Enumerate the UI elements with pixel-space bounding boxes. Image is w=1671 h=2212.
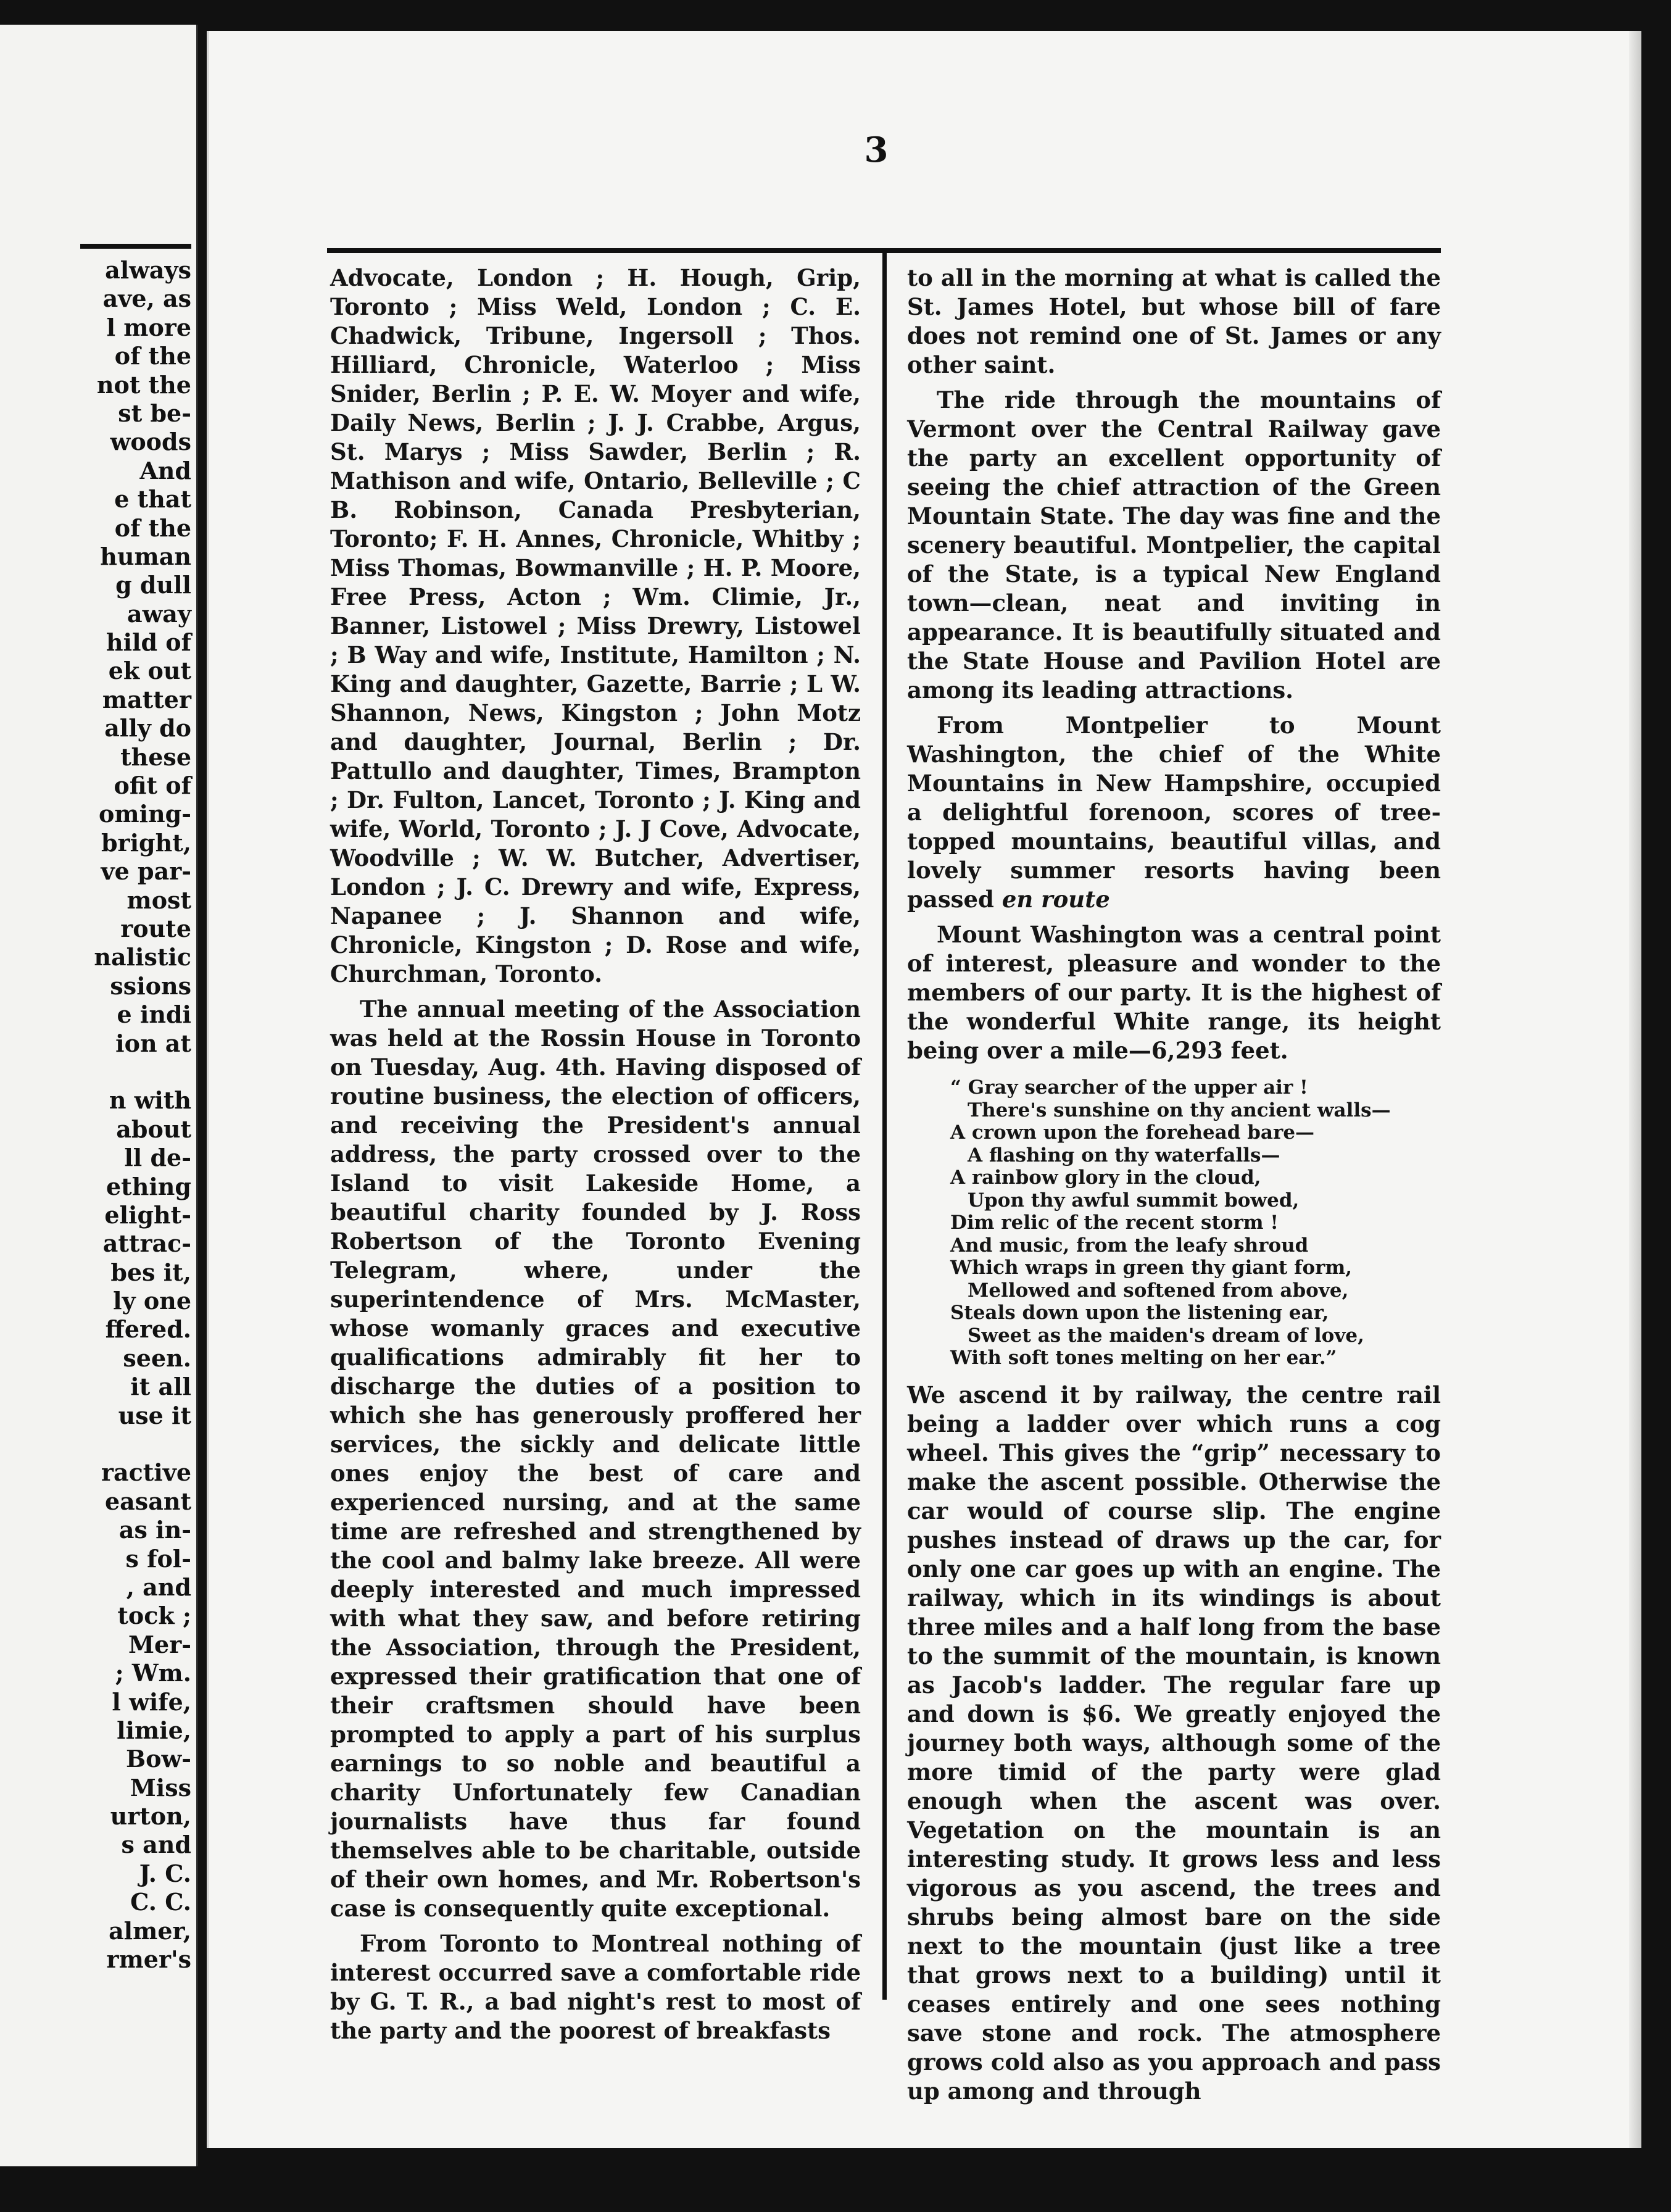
facing-page-line: attrac- bbox=[102, 1229, 191, 1258]
poem-line: Sweet as the maiden's dream of love, bbox=[968, 1324, 1364, 1347]
railway-paragraph: We ascend it by railway, the centre rail being a ladder over which runs a cog wheel. This gives the “grip” necessary to make the ascent possible. Otherwise the car would of course slip. The engine pushes instead of draws up the car, for only one car goes up with an engine. The railway, which in its windings is about three miles and a half long from the base to the summit of the mountain, is known as Jacob's ladder. The regular fare up and down is $6. We greatly enjoyed the journey both ways, although some of the more timid of the party were glad enough when the ascent was over. Vegetation on the mountain is an interesting study. It grows less and less vigorous as you ascend, the trees and shrubs being almost bare on the side next to the mountain (just like a tree that grows next to a building) until it ceases entirely and one sees nothing save stone and rock. The atmosphere grows cold also as you approach and pass up among and through bbox=[907, 1381, 1441, 2105]
facing-page-line: matter bbox=[102, 685, 191, 713]
facing-page-line: e indi bbox=[117, 1000, 191, 1029]
poem-line: Which wraps in green thy giant form, bbox=[950, 1257, 1353, 1279]
facing-page-line: hild of bbox=[106, 628, 191, 657]
facing-page-line: of the bbox=[114, 514, 191, 542]
montpelier-paragraph bbox=[907, 711, 1441, 914]
facing-page-line: of the bbox=[114, 342, 191, 370]
facing-page-line: about bbox=[116, 1115, 191, 1143]
en-route-text: en route bbox=[1001, 886, 1110, 913]
facing-page-line: use it bbox=[118, 1401, 191, 1429]
facing-page-line: bright, bbox=[101, 828, 191, 857]
facing-page-line: bes it, bbox=[110, 1258, 191, 1286]
poem-line: A flashing on thy waterfalls— bbox=[968, 1144, 1280, 1166]
facing-page-line: these bbox=[120, 742, 191, 771]
facing-page-line: s and bbox=[121, 1831, 191, 1859]
facing-page-line: nalistic bbox=[94, 943, 191, 971]
poem bbox=[950, 1076, 1441, 1370]
poem-line: A crown upon the forehead bare— bbox=[950, 1121, 1315, 1144]
column-divider bbox=[882, 253, 887, 2000]
facing-page-line: g dull bbox=[115, 571, 191, 599]
annual-meeting-paragraph: The annual meeting of the Association was held at the Rossin House in Toronto on Tuesday, Aug. 4th. Having disposed of routine business, the election of officers, and receiving the President's annual address, the party crossed over to the Island to visit Lakeside Home, a beautiful charity founded by J. Ross Robertson of the Toronto Evening Telegram, where, under the superintendence of Mrs. McMaster, whose womanly graces and executive qualifications admirably fit her to discharge the duties of a position to which she has generously proffered her services, the sickly and delicate little ones enjoy the best of care and experienced nursing, and at the same time are refreshed and strengthened by the cool and balmy lake breeze. All were deeply interested and much impressed with what they saw, and before retiring the Association, through the President, expressed their gratification that one of their craftsmen should have been prompted to apply a part of his surplus earnings to so noble and beautiful a charity Unfortunately few Canadian journalists have thus far found themselves able to be charitable, outside of their own homes, and Mr. Robertson's case is consequently quite exceptional. bbox=[330, 996, 861, 1922]
facing-page-line: ion at bbox=[115, 1029, 191, 1057]
facing-page-line: s fol- bbox=[125, 1544, 191, 1573]
poem-line: “ Gray searcher of the upper air ! bbox=[950, 1076, 1308, 1099]
facing-page-line: route bbox=[120, 914, 191, 942]
poem-line: With soft tones melting on her ear.” bbox=[950, 1347, 1337, 1369]
facing-page-text bbox=[6, 256, 191, 1974]
page-number: 3 bbox=[864, 130, 889, 170]
facing-page-line: most bbox=[126, 886, 191, 914]
facing-page-line: n with bbox=[109, 1086, 191, 1115]
facing-page-line: it all bbox=[130, 1373, 191, 1401]
facing-page-line: ething bbox=[106, 1172, 191, 1200]
facing-page-line: not the bbox=[96, 370, 191, 399]
toronto-montreal-paragraph: From Toronto to Montreal nothing of interest occurred save a comfortable ride by G. T. R., a bad night's rest to most of the party and the poorest of breakfasts bbox=[330, 1930, 861, 2044]
poem-line: Mellowed and softened from above, bbox=[968, 1279, 1349, 1302]
facing-page-line: ofit of bbox=[114, 771, 191, 800]
facing-page-line: rmer's bbox=[106, 1945, 191, 1974]
facing-page-line bbox=[6, 1430, 191, 1458]
poem-line: There's sunshine on thy ancient walls— bbox=[968, 1099, 1391, 1121]
facing-page-line: oming- bbox=[99, 800, 191, 828]
facing-page-line: limie, bbox=[117, 1716, 191, 1744]
header-rule bbox=[327, 248, 1441, 253]
attendee-list-paragraph: Advocate, London ; H. Hough, Grip, Toronto ; Miss Weld, London ; C. E. Chadwick, Tribune, Ingersoll ; Thos. Hilliard, Chronicle, Waterloo ; Miss Snider, Berlin ; P. E. W. Moyer and wife, Daily News, Berlin ; J. J. Crabbe, Argus, St. Marys ; Miss Sawder, Berlin ; R. Mathison and wife, Ontario, Belleville ; C B. Robinson, Canada Presbyterian, Toronto; F. H. Annes, Chronicle, Whitby ; Miss Thomas, Bowmanville ; H. P. Moore, Free Press, Acton ; Wm. Climie, Jr., Banner, Listowel ; Miss Drewry, Listowel ; B Way and wife, Institute, Hamilton ; N. King and daughter, Gazette, Barrie ; L W. Shannon, News, Kingston ; John Motz and daughter, Journal, Berlin ; Dr. Pattullo and daughter, Times, Brampton ; Dr. Fulton, Lancet, Toronto ; J. King and wife, World, Toronto ; J. J Cove, Advocate, Woodville ; W. W. Butcher, Advertiser, London ; J. C. Drewry and wife, Express, Napanee ; J. Shannon and wife, Chronicle, Kingston ; D. Rose and wife, Churchman, Toronto. bbox=[330, 264, 861, 988]
facing-page-line: ssions bbox=[110, 971, 191, 1000]
poem-line: Dim relic of the recent storm ! bbox=[950, 1212, 1279, 1234]
facing-page-line: l more bbox=[106, 313, 191, 341]
facing-page-line: Miss bbox=[130, 1773, 191, 1802]
facing-page-line: ave, as bbox=[102, 285, 191, 313]
column-left bbox=[330, 264, 861, 2045]
column-right bbox=[907, 264, 1441, 2106]
hotel-paragraph: to all in the morning at what is called the St. James Hotel, but whose bill of fare does not remind one of St. James or any other saint. bbox=[907, 264, 1441, 378]
facing-page-line: ll de- bbox=[124, 1144, 191, 1172]
poem-line: A rainbow glory in the cloud, bbox=[950, 1166, 1261, 1189]
montpelier-text: From Montpelier to Mount Washington, the chief of the White Mountains in New Hampshire, occupied a delightful forenoon, scores of tree-topped mountains, beautiful villas, and lovely summer resorts having been passed bbox=[907, 712, 1441, 913]
facing-page-line: e that bbox=[114, 485, 191, 514]
page-edge bbox=[1629, 31, 1641, 2148]
facing-page-line: ; Wm. bbox=[115, 1659, 191, 1687]
facing-page-line: , and bbox=[126, 1573, 191, 1601]
facing-page-line: ve par- bbox=[101, 857, 191, 886]
facing-page-line: easant bbox=[105, 1487, 191, 1515]
facing-page-line: ally do bbox=[104, 714, 191, 742]
facing-page-line: st be- bbox=[118, 399, 191, 427]
facing-page-line: ek out bbox=[108, 657, 191, 685]
facing-page-line: elight- bbox=[104, 1200, 191, 1229]
facing-page-line: away bbox=[126, 599, 191, 628]
facing-page-line bbox=[6, 1058, 191, 1086]
facing-page-line: urton, bbox=[110, 1802, 191, 1831]
poem-line: And music, from the leafy shroud bbox=[950, 1234, 1309, 1257]
facing-page-line: ractive bbox=[101, 1458, 191, 1487]
facing-page-line: And bbox=[139, 456, 191, 484]
mount-washington-paragraph: Mount Washington was a central point of interest, pleasure and wonder to the members of our party. It is the highest of the wonderful White range, its height being over a mile—6,293 feet. bbox=[907, 921, 1441, 1064]
facing-page-line: human bbox=[100, 542, 191, 570]
facing-page-line: tock ; bbox=[117, 1602, 191, 1630]
facing-page-rule bbox=[80, 244, 191, 249]
facing-page-line: always bbox=[105, 256, 191, 284]
poem-line: Steals down upon the listening ear, bbox=[950, 1302, 1329, 1324]
facing-page-line: seen. bbox=[123, 1344, 191, 1372]
facing-page-line: woods bbox=[110, 428, 191, 456]
facing-page-line: Mer- bbox=[128, 1630, 191, 1658]
facing-page-line: C. C. bbox=[130, 1888, 191, 1916]
poem-line: Upon thy awful summit bowed, bbox=[968, 1189, 1300, 1212]
vermont-paragraph: The ride through the mountains of Vermont over the Central Railway gave the party an excellent opportunity of seeing the chief attraction of the Green Mountain State. The day was fine and the scenery beautiful. Montpelier, the capital of the State, is a typical New England town—clean, neat and inviting in appearance. It is beautifully situated and the State House and Pavilion Hotel are among its leading attractions. bbox=[907, 386, 1441, 704]
facing-page-line: as in- bbox=[118, 1516, 191, 1544]
facing-page-line: ly one bbox=[113, 1287, 191, 1315]
facing-page bbox=[0, 25, 198, 2166]
facing-page-line: l wife, bbox=[112, 1687, 191, 1716]
facing-page-line: almer, bbox=[109, 1916, 191, 1945]
facing-page-line: ffered. bbox=[105, 1315, 191, 1344]
facing-page-line: Bow- bbox=[126, 1745, 191, 1773]
facing-page-line: J. C. bbox=[139, 1859, 191, 1887]
